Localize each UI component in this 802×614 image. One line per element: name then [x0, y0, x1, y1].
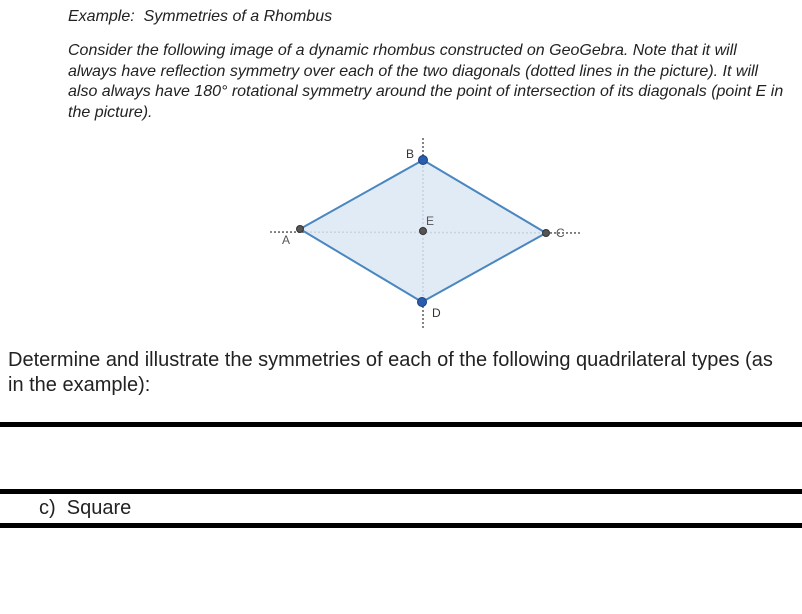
- label-b: B: [406, 147, 415, 161]
- divider-line: [0, 523, 802, 528]
- part-heading: [39, 497, 131, 520]
- label-d: D: [432, 306, 441, 320]
- point-b: [419, 156, 428, 165]
- divider-line: [0, 422, 802, 427]
- divider-line: [0, 489, 802, 494]
- part-name: Square: [66, 497, 132, 519]
- instruction-text: Determine and illustrate the symmetries of each of the following quadrilateral types (as in the example):: [8, 349, 773, 396]
- label-e: E: [426, 214, 435, 228]
- point-e: [420, 228, 427, 235]
- point-d: [418, 298, 427, 307]
- part-label: c): [39, 497, 56, 519]
- point-a: [297, 226, 304, 233]
- example-description: Consider the following image of a dynamic rhombus constructed on GeoGebra. Note that it will always have reflection symmetry over each of the two diagonals (dotted lines in the picture). It will also always have 180° rotational symmetry around the point of intersection of its diagonals (point E in the picture).: [68, 42, 784, 121]
- label-a: A: [282, 233, 291, 247]
- point-c: [543, 230, 550, 237]
- label-c: C: [556, 226, 565, 240]
- example-title: Example: Symmetries of a Rhombus: [68, 8, 333, 25]
